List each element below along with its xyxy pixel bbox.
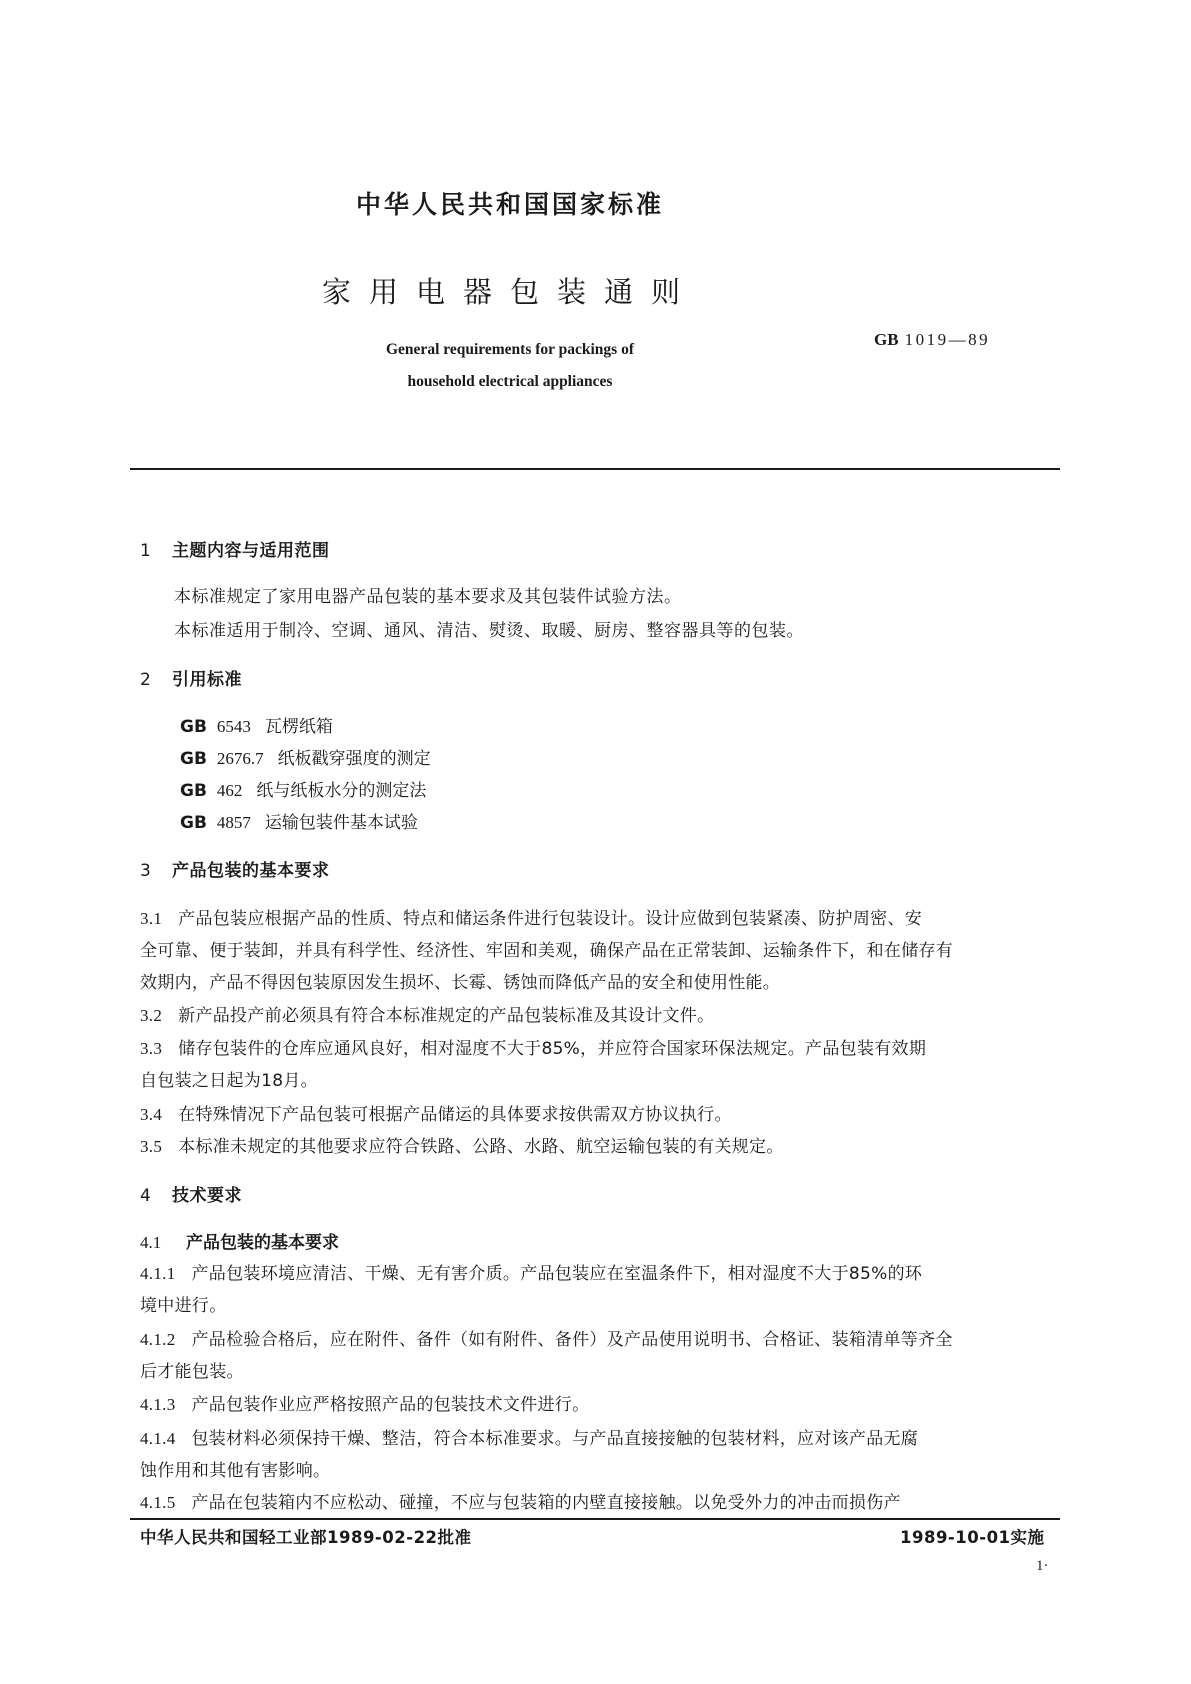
- reference-prefix: GB: [180, 717, 207, 737]
- reference-prefix: GB: [180, 813, 207, 833]
- header-divider: [130, 468, 1060, 470]
- section-1-heading: [140, 536, 330, 561]
- clause-text: 本标准未规定的其他要求应符合铁路、公路、水路、航空运输包装的有关规定。: [178, 1137, 784, 1157]
- clause-text: 产品包装作业应严格按照产品的包装技术文件进行。: [191, 1395, 590, 1415]
- section-number: 3: [140, 861, 151, 881]
- clause-number: 3.2: [140, 1006, 163, 1025]
- reference-title: 运输包装件基本试验: [264, 813, 418, 833]
- clause-3-2: [140, 1001, 714, 1026]
- clause-3-4: [140, 1100, 732, 1125]
- clause-4-1-4: [140, 1424, 918, 1449]
- reference-standard: [180, 808, 418, 833]
- clause-text: 产品检验合格后，应在附件、备件（如有附件、备件）及产品使用说明书、合格证、装箱清单等齐全: [191, 1330, 953, 1350]
- subsection-4-1-heading: [140, 1228, 339, 1253]
- clause-3-1: [140, 904, 922, 929]
- page-number: 1·: [1036, 1558, 1049, 1574]
- approval-line: 中华人民共和国轻工业部1989-02-22批准: [140, 1528, 472, 1547]
- section-2-heading: [140, 665, 242, 690]
- clause-number: 3.3: [140, 1039, 163, 1058]
- reference-number: 462: [216, 781, 243, 800]
- reference-title: 纸与纸板水分的测定法: [256, 781, 427, 801]
- reference-prefix: GB: [180, 749, 207, 769]
- clause-4-1-2: [140, 1325, 953, 1350]
- clause-number: 4.1.2: [140, 1330, 176, 1349]
- subsection-title: 产品包装的基本要求: [186, 1233, 339, 1253]
- clause-number: 4.1.1: [140, 1264, 176, 1283]
- clause-3-3: [140, 1034, 926, 1059]
- reference-standard: [180, 776, 426, 801]
- clause-4-1-2-continuation: 后才能包装。: [140, 1362, 244, 1382]
- section-1-paragraph: 本标准适用于制冷、空调、通风、清洁、熨烫、取暖、厨房、整容器具等的包装。: [174, 621, 804, 641]
- clause-text: 包装材料必须保持干燥、整洁，符合本标准要求。与产品直接接触的包装材料，应对该产品无腐: [191, 1429, 919, 1449]
- clause-4-1-5: [140, 1488, 901, 1513]
- clause-3-5: [140, 1132, 784, 1157]
- clause-text: 产品包装环境应清洁、干燥、无有害介质。产品包装应在室温条件下，相对湿度不大于85%的环: [191, 1264, 923, 1284]
- section-3-heading: [140, 856, 330, 881]
- section-number: 4: [140, 1186, 151, 1206]
- reference-number: 4857: [216, 813, 251, 832]
- clause-3-1-continuation: 效期内，产品不得因包装原因发生损坏、长霉、锈蚀而降低产品的安全和使用性能。: [140, 973, 781, 993]
- english-title-line-1: General requirements for packings of: [386, 341, 634, 358]
- clause-3-3-continuation: 自包装之日起为18月。: [140, 1071, 318, 1091]
- subsection-number: 4.1: [140, 1233, 162, 1252]
- clause-4-1-4-continuation: 蚀作用和其他有害影响。: [140, 1461, 331, 1481]
- section-4-heading: [140, 1181, 242, 1206]
- standard-organization: 中华人民共和国国家标准: [355, 190, 664, 219]
- clause-number: 3.5: [140, 1137, 163, 1156]
- clause-text: 产品包装应根据产品的性质、特点和储运条件进行包装设计。设计应做到包装紧凑、防护周密、安: [178, 909, 923, 929]
- clause-text: 新产品投产前必须具有符合本标准规定的产品包装标准及其设计文件。: [178, 1006, 715, 1026]
- reference-number: 6543: [216, 717, 251, 736]
- clause-number: 3.4: [140, 1105, 163, 1124]
- english-title-line-2: household electrical appliances: [407, 373, 613, 390]
- section-1-paragraph: 本标准规定了家用电器产品包装的基本要求及其包装件试验方法。: [174, 587, 682, 607]
- clause-text: 储存包装件的仓库应通风良好，相对湿度不大于85%，并应符合国家环保法规定。产品包装有效期: [178, 1039, 927, 1059]
- standard-code-prefix: GB: [874, 330, 899, 349]
- clause-4-1-1-continuation: 境中进行。: [140, 1296, 227, 1316]
- reference-title: 纸板戳穿强度的测定: [277, 749, 431, 769]
- reference-title: 瓦楞纸箱: [264, 717, 333, 737]
- standard-code: [874, 330, 990, 350]
- clause-text: 在特殊情况下产品包装可根据产品储运的具体要求按供需双方协议执行。: [178, 1105, 732, 1125]
- section-number: 1: [140, 541, 151, 561]
- section-number: 2: [140, 670, 151, 690]
- clause-number: 4.1.4: [140, 1429, 176, 1448]
- clause-number: 3.1: [140, 909, 163, 928]
- clause-3-1-continuation: 全可靠、便于装卸，并具有科学性、经济性、牢固和美观，确保产品在正常装卸、运输条件下，和在储存有: [140, 941, 954, 961]
- clause-4-1-1: [140, 1259, 922, 1284]
- reference-standard: [180, 744, 431, 769]
- clause-number: 4.1.5: [140, 1493, 176, 1512]
- clause-4-1-3: [140, 1390, 589, 1415]
- reference-prefix: GB: [180, 781, 207, 801]
- clause-text: 产品在包装箱内不应松动、碰撞，不应与包装箱的内壁直接接触。以免受外力的冲击而损伤产: [191, 1493, 901, 1513]
- section-title: 产品包装的基本要求: [172, 861, 330, 881]
- section-title: 主题内容与适用范围: [172, 541, 330, 561]
- clause-number: 4.1.3: [140, 1395, 176, 1414]
- reference-number: 2676.7: [216, 749, 264, 768]
- section-title: 引用标准: [172, 670, 242, 690]
- standard-code-number: 1019—89: [904, 330, 991, 349]
- standard-title: 家用电器包装通则: [321, 275, 698, 309]
- reference-standard: [180, 712, 333, 737]
- implementation-date: 1989-10-01实施: [900, 1528, 1045, 1547]
- footer-divider: [130, 1518, 1060, 1520]
- section-title: 技术要求: [172, 1186, 242, 1206]
